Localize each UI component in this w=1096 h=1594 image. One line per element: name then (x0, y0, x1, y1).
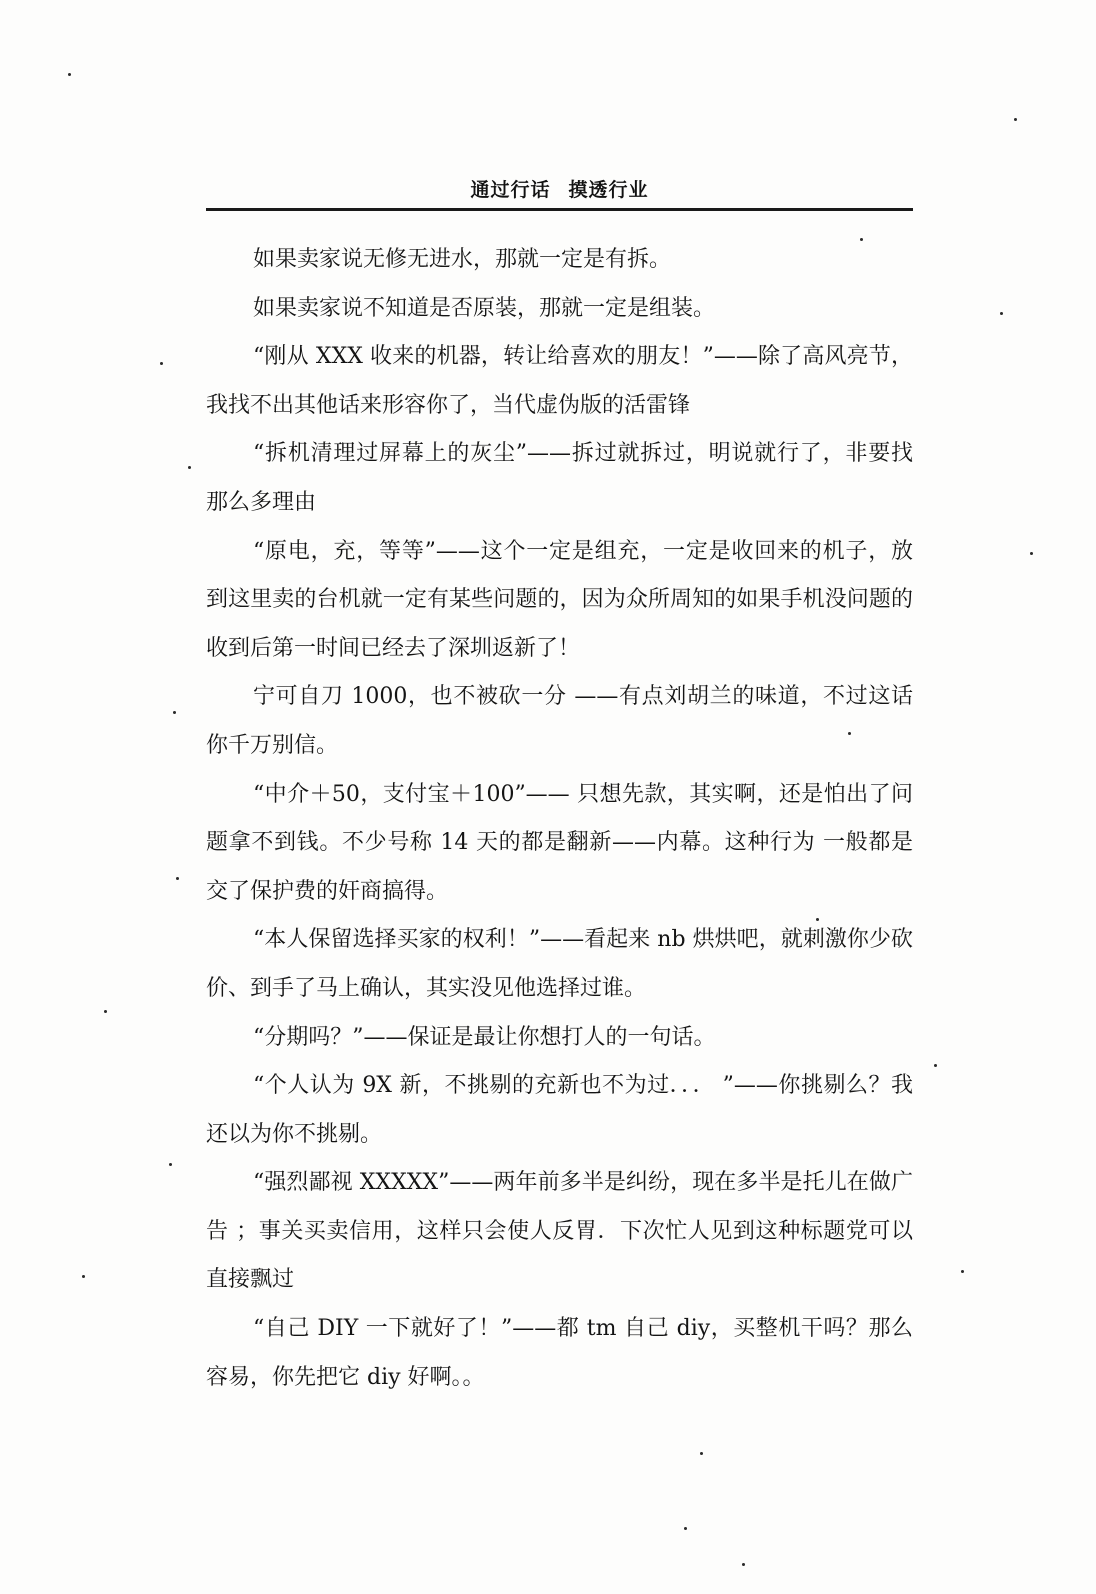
scan-speck (934, 1064, 937, 1067)
scan-speck (816, 918, 819, 921)
paragraph: “拆机清理过屏幕上的灰尘”——拆过就拆过，明说就行了，非要找那么多理由 (206, 441, 913, 515)
scan-speck (961, 1270, 964, 1273)
scan-speck (684, 1527, 687, 1530)
paragraph: “个人认为 9X 新，不挑剔的充新也不为过．．． ”——你挑剔么？我还以为你不挑剔。 (206, 1073, 913, 1147)
scan-speck (700, 1452, 703, 1455)
paragraph: “本人保留选择买家的权利！”——看起来 nb 烘烘吧，就刺激你少砍价、到手了马上确认，其实没见他选择过谁。 (206, 927, 913, 1001)
paragraph: “中介＋50，支付宝＋100”—— 只想先款，其实啊，还是怕出了问题拿不到钱。不少号称 14 天的都是翻新——内幕。这种行为 一般都是交了保护费的奸商搞得。 (206, 781, 913, 904)
scan-speck (160, 362, 163, 365)
paragraph: 宁可自刀 1000，也不被砍一分 ——有点刘胡兰的味道，不过这话你千万别信。 (206, 684, 913, 758)
body-text (206, 236, 913, 1402)
paragraph: 如果卖家说无修无进水，那就一定是有拆。 (253, 247, 672, 272)
paragraph: 如果卖家说不知道是否原装，那就一定是组装。 (253, 295, 716, 321)
paragraph: “分期吗？”——保证是最让你想打人的一句话。 (253, 1024, 716, 1050)
header-left: 通过行话 (470, 179, 551, 201)
scan-speck (173, 711, 176, 714)
header-right: 摸透行业 (568, 179, 649, 201)
scan-speck (176, 877, 179, 880)
paragraph: “自己 DIY 一下就好了！”——都 tm 自己 diy，买整机干吗？那么容易，你先把它 diy 好啊。。 (206, 1316, 913, 1390)
scan-speck (1014, 118, 1017, 121)
scan-speck (68, 73, 71, 76)
paragraph: “强烈鄙视 XXXXX”——两年前多半是纠纷，现在多半是托儿在做广告 ；事关买卖信用，这样只会使人反胃．下次忙人见到这种标题党可以直接飘过 (206, 1170, 913, 1293)
scan-speck (104, 1010, 107, 1013)
running-header (206, 172, 913, 211)
scan-speck (169, 1163, 172, 1166)
scan-speck (860, 238, 863, 241)
scan-speck (742, 1563, 745, 1566)
scan-speck (1030, 552, 1033, 555)
paragraph: “刚从 XXX 收来的机器，转让给喜欢的朋友！”——除了高风亮节，我找不出其他话来形容你了，当代虚伪版的活雷锋 (206, 344, 913, 418)
scan-speck (188, 466, 191, 469)
paragraph: “原电，充，等等”——这个一定是组充，一定是收回来的机子，放到这里卖的台机就一定有某些问题的，因为众所周知的如果手机没问题的收到后第一时间已经去了深圳返新了！ (206, 538, 913, 661)
scan-speck (848, 732, 851, 735)
scan-speck (82, 1275, 85, 1278)
scan-speck (1000, 312, 1003, 315)
